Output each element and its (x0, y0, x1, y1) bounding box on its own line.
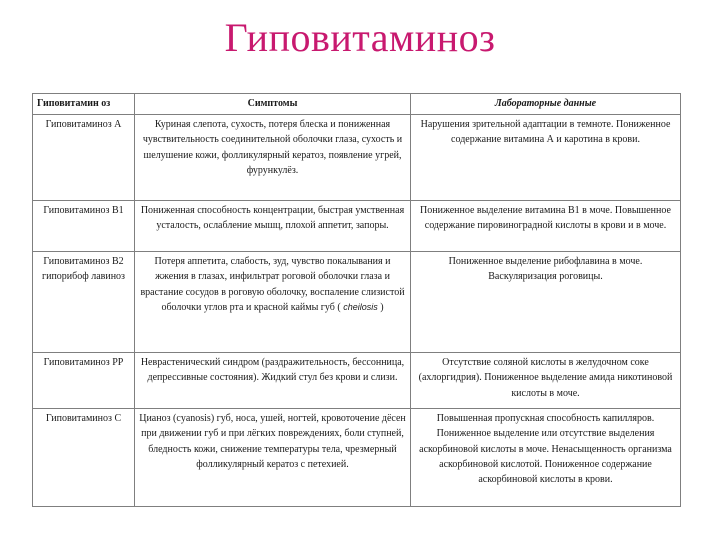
header-lab: Лабораторные данные (411, 94, 681, 115)
row-name: Гиповитаминоз С (33, 409, 135, 507)
vitamin-deficiency-table (32, 93, 681, 507)
row-symptoms (135, 252, 411, 353)
header-name: Гиповитамин оз (33, 94, 135, 115)
table-row (33, 201, 681, 252)
row-lab: Повышенная пропускная способность капилляров. Пониженное выделение или отсутствие выделения аскорбиновой кислоты в моче. Ненасыщенность организма аскорбиновой кислотой. Пониженное содержание аскорбиновой кислоты в крови. (411, 409, 681, 507)
page-title: Гиповитаминоз (224, 15, 496, 60)
row-lab: Нарушения зрительной адаптации в темноте. Пониженное содержание витамина А и каротина в крови. (411, 115, 681, 201)
table-row (33, 252, 681, 353)
row-name: Гиповитаминоз А (33, 115, 135, 201)
row-name: Гиповитаминоз В1 (33, 201, 135, 252)
row-symptoms: Цианоз (cyanosis) губ, носа, ушей, ногтей, кровоточение дёсен при движении губ и при лёгких повреждениях, боли ступней, бледность кожи, снижение температуры тела, чрезмерный фолликулярный кератоз с петехией. (135, 409, 411, 507)
row-lab: Пониженное выделение рибофлавина в моче. Васкуляризация роговицы. (411, 252, 681, 353)
table-row (33, 115, 681, 201)
row-name: Гиповитаминоз РР (33, 353, 135, 409)
row-name: Гиповитаминоз В2 гипорибоф лавиноз (33, 252, 135, 353)
table-row (33, 409, 681, 507)
row-symptoms: Неврастенический синдром (раздражительность, бессонница, депрессивные состояния). Жидкий стул без крови и слизи. (135, 353, 411, 409)
table-header-row (33, 94, 681, 115)
row-symptoms: Пониженная способность концентрации, быстрая умственная усталость, ослабление мышц, плохой аппетит, запоры. (135, 201, 411, 252)
row-lab: Отсутствие соляной кислоты в желудочном соке (ахлоргидрия). Пониженное выделение амида никотиновой кислоты в моче. (411, 353, 681, 409)
symptoms-latin-term: cheilosis (343, 301, 378, 312)
row-symptoms: Куриная слепота, сухость, потеря блеска и пониженная чувствительность соединительной оболочки глаза, сухость и шелушение кожи, фолликулярный кератоз, появление угрей, фурункулёз. (135, 115, 411, 201)
table-row (33, 353, 681, 409)
symptoms-text: Потеря аппетита, слабость, зуд, чувство покалывания и жжения в глазах, инфильтрат роговой оболочки глаза и врастание сосудов в роговую оболочку, воспаление слизистой оболочки углов рта и красной каймы губ ( (140, 256, 405, 313)
symptoms-text-end: ) (380, 301, 384, 313)
row-lab: Пониженное выделение витамина В1 в моче. Повышенное содержание пировиноградной кислоты в крови и в моче. (411, 201, 681, 252)
header-symptoms: Симптомы (135, 94, 411, 115)
